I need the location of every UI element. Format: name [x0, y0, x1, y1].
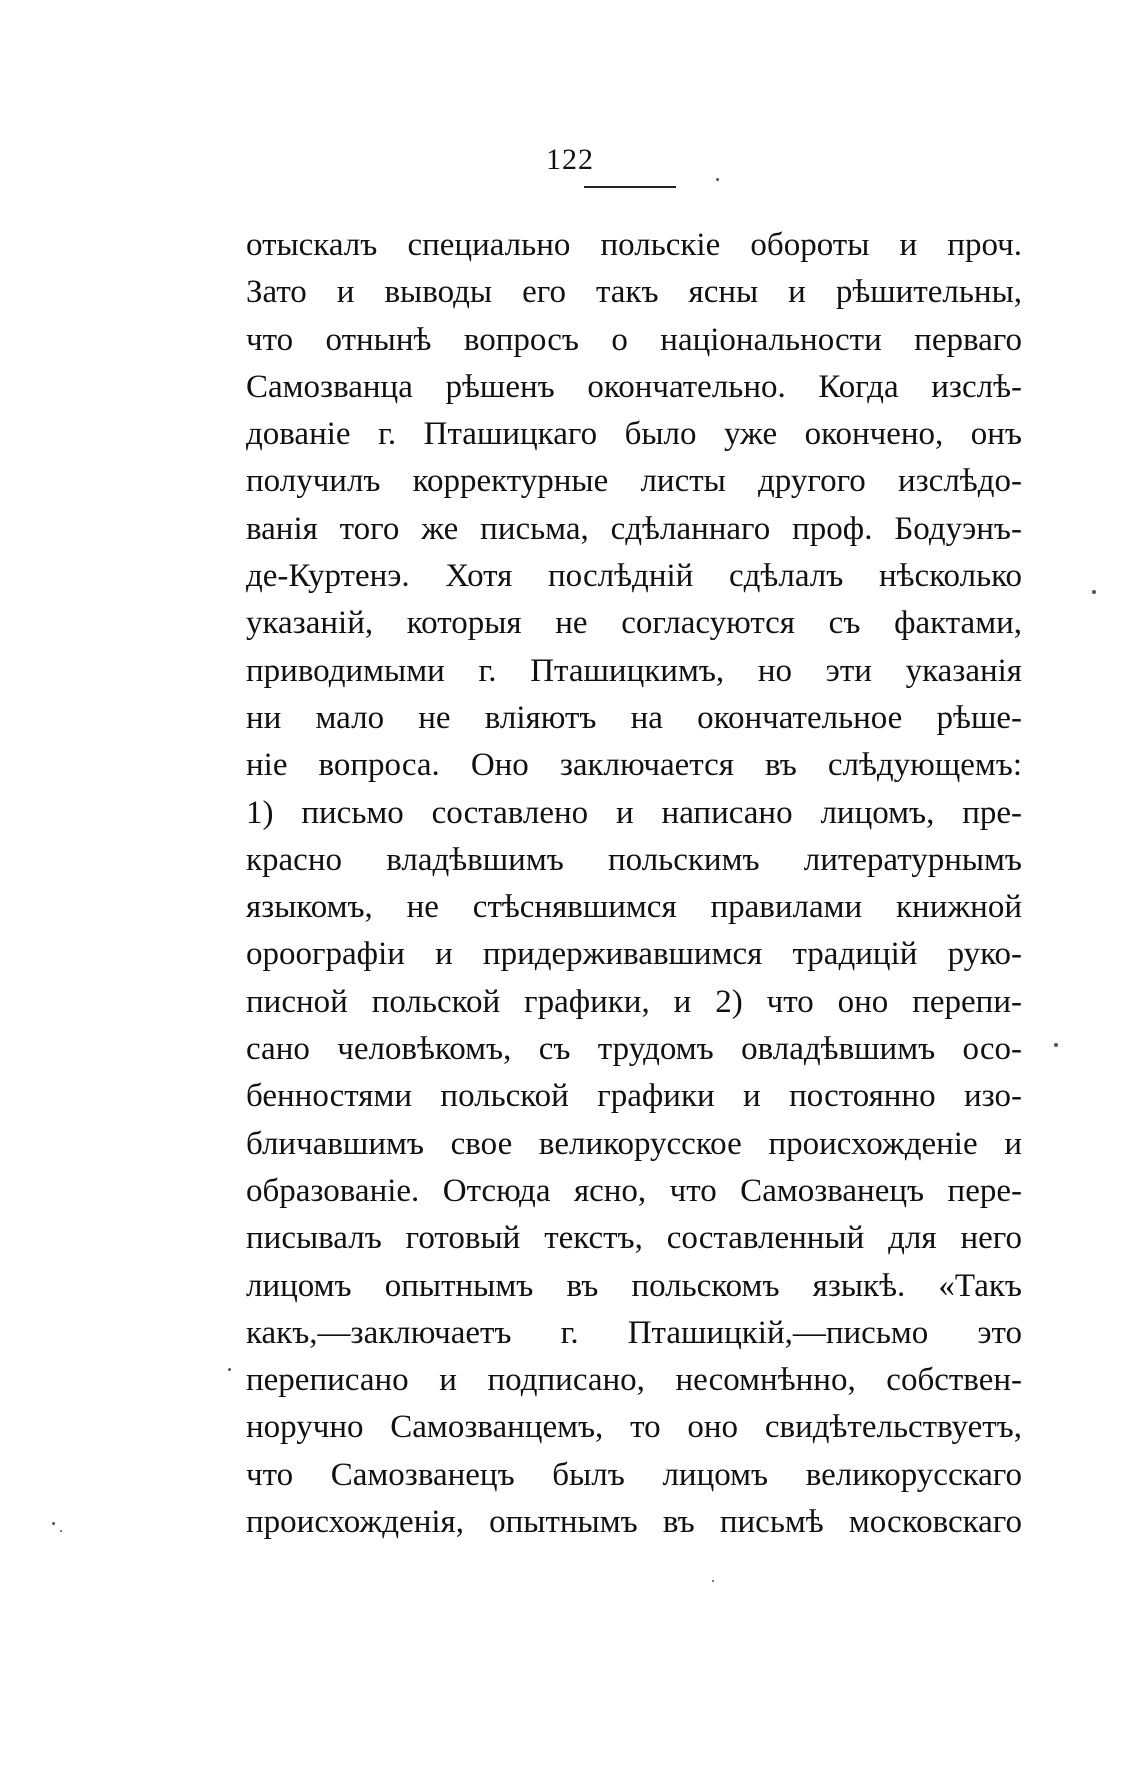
text-line: бенностями польской графики и постоянно изо-	[246, 1078, 1022, 1115]
text-line: указанiй, которыя не согласуются съ фактами,	[246, 605, 1022, 642]
text-line: отыскалъ специально польскiе обороты и проч.	[246, 227, 1022, 263]
text-line: 1) письмо составлено и написано лицомъ, пре-	[246, 794, 1022, 831]
page-number-rule	[584, 186, 676, 188]
text-line: что отнынѣ вопросъ о нацiональности перваго	[246, 321, 1022, 358]
text-line: дованiе г. Пташицкаго было уже окончено, онъ	[246, 416, 1022, 453]
text-line: языкомъ, не стѣснявшимся правилами книжной	[246, 889, 1022, 926]
text-line: сано человѣкомъ, съ трудомъ овладѣвшимъ осо-	[246, 1031, 1022, 1068]
scan-speck	[228, 1368, 231, 1371]
scan-speck	[716, 178, 719, 181]
text-line: что Самозванецъ былъ лицомъ великорусскаго	[246, 1456, 1022, 1493]
text-line: ванiя того же письма, сдѣланнаго проф. Бодуэнъ-	[246, 510, 1022, 547]
text-line: какъ,—заключаетъ г. Пташицкiй,—письмо это	[246, 1314, 1022, 1351]
text-line: приводимыми г. Пташицкимъ, но эти указанiя	[246, 652, 1022, 689]
text-line: писывалъ готовый текстъ, составленный для него	[246, 1220, 1022, 1257]
scan-speck	[712, 1580, 714, 1582]
scan-speck	[1092, 590, 1096, 594]
scan-speck	[52, 1522, 55, 1525]
text-line: происхожденiя, опытнымъ въ письмѣ московскаго	[246, 1504, 1022, 1541]
page-number: 122	[546, 143, 594, 176]
text-line: ни мало не влiяютъ на окончательное рѣше-	[246, 699, 1022, 736]
text-line: ороографiи и придерживавшимся традицiй руко-	[246, 936, 1022, 973]
text-line: писной польской графики, и 2) что оно перепи-	[246, 983, 1022, 1020]
text-line: красно владѣвшимъ польскимъ литературнымъ	[246, 841, 1022, 878]
text-line: лицомъ опытнымъ въ польскомъ языкѣ. «Такъ	[246, 1267, 1022, 1304]
scan-speck	[60, 1530, 62, 1532]
text-line: Зато и выводы его такъ ясны и рѣшительны,	[246, 274, 1022, 311]
text-line: норучно Самозванцемъ, то оно свидѣтельствуетъ,	[246, 1409, 1022, 1446]
text-line: де-Куртенэ. Хотя послѣднiй сдѣлалъ нѣсколько	[246, 558, 1022, 595]
scan-speck	[1054, 1043, 1058, 1047]
text-line: образованiе. Отсюда ясно, что Самозванецъ пере-	[246, 1172, 1022, 1209]
text-line: нiе вопроса. Оно заключается въ слѣдующемъ:	[246, 747, 1022, 784]
text-line: получилъ корректурные листы другого изслѣдо-	[246, 463, 1022, 500]
text-line: Самозванца рѣшенъ окончательно. Когда изслѣ-	[246, 368, 1022, 405]
text-line: переписано и подписано, несомнѣнно, собствен-	[246, 1362, 1022, 1399]
text-line: бличавшимъ свое великорусское происхожденiе и	[246, 1125, 1022, 1162]
body-text	[246, 222, 1022, 1546]
